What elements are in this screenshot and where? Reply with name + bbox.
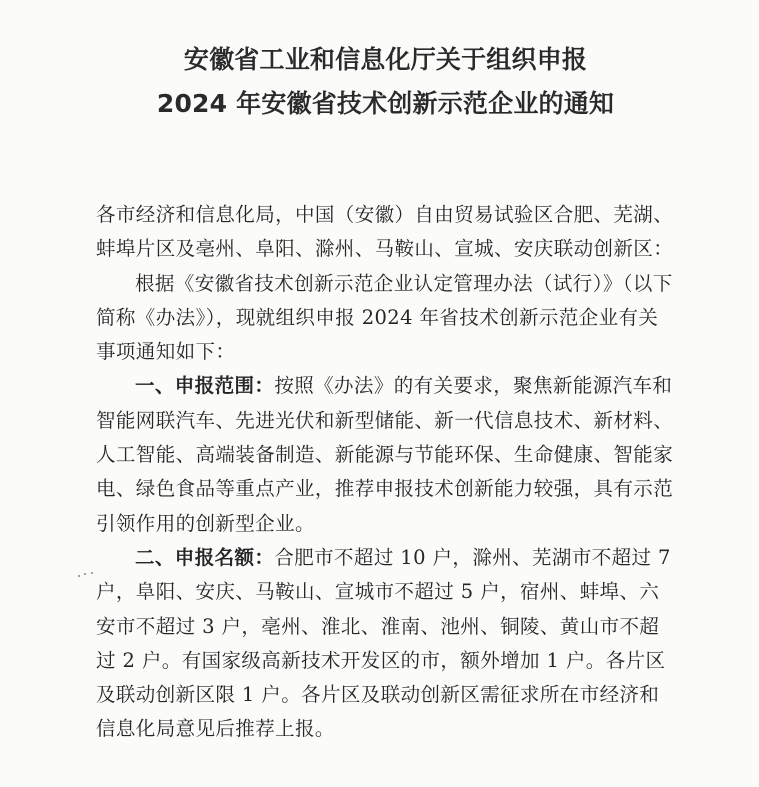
section-quota-text: 合肥市不超过 10 户，滁州、芜湖市不超过 7 户，阜阳、安庆、马鞍山、宣城市不超过 5 户，宿州、蚌埠、六安市不超过 3 户，亳州、淮北、淮南、池州、铜陵、黄山市不超过 2 户。有国家级高新技术开发区的市，额外增加 1 户。各片区及联动创新区限 1 户。各片区及联动创新区需征求所在市经济和信息化局意见后推荐上报。 [96, 545, 671, 741]
section-quota [96, 541, 675, 747]
intro-paragraph: 根据《安徽省技术创新示范企业认定管理办法（试行）》（以下简称《办法》），现就组织申报 2024 年省技术创新示范企业有关事项通知如下： [96, 271, 673, 364]
section-quota-heading: 二、申报名额： [135, 545, 275, 569]
title-line-2: 2024 年安徽省技术创新示范企业的通知 [156, 89, 615, 118]
salutation-paragraph: 各市经济和信息化局，中国（安徽）自由贸易试验区合肥、芜湖、蚌埠片区及亳州、阜阳、滁州、马鞍山、宣城、安庆联动创新区： [96, 203, 674, 261]
document-title [96, 38, 675, 126]
section-scope-heading: 一、申报范围： [135, 374, 275, 398]
section-scope-text: 按照《办法》的有关要求，聚焦新能源汽车和智能网联汽车、先进光伏和新型储能、新一代信息技术、新材料、人工智能、高端装备制造、新能源与节能环保、生命健康、智能家电、绿色食品等重点产业，推荐申报技术创新能力较强，具有示范引领作用的创新型企业。 [96, 374, 674, 535]
section-scope [96, 369, 675, 540]
document-body [96, 198, 675, 747]
title-line-1: 安徽省工业和信息化厅关于组织申报 [183, 45, 588, 74]
scan-specks [78, 572, 94, 578]
